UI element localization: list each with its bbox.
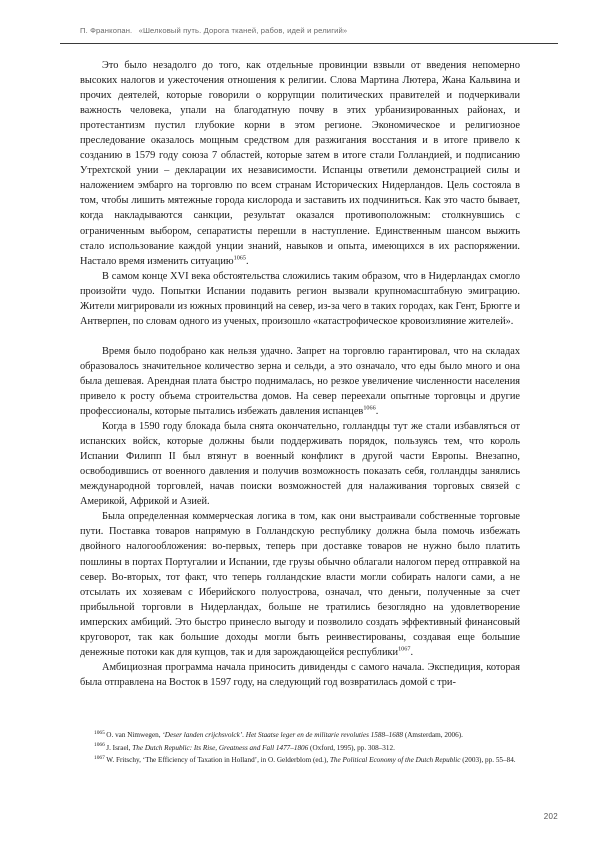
footnote-1066 [80, 743, 535, 754]
footnote-1065 [80, 730, 535, 741]
paragraph-1-tail: . [245, 255, 249, 267]
paragraph-5-text: Была определенная коммерческая логика в том, как они выстраивали собственные торговые пути. Поставка товаров напрямую в Голландскую республику должна была помочь избежать двойного налогообложения: во-первых, теперь при доставке товаров не нужно было платить пошлины в портах Португалии и Испании, где грузы обычно облагали налогом перед отправкой на север. Во-вторых, тот факт, что теперь голландские власти могли собирать налоги сами, а не отсылать их хозяевам с Иберийского полуострова, означал, что деньги, полученные за счет прибыльной торговли в Нидерландах, больше не тратились безоглядно на удовлетворение имперских амбиций. Это быстро принесло выгоду и позволило создать эффективный финансовый круговорот, так как большие доходы могли быть реинвестированы, создавая еще большие денежные потоки как для купцов, так и для зарождающейся республики [80, 511, 520, 658]
footnote-ref-1066[interactable]: 1066 [363, 404, 376, 412]
footnote-marker-1067: 1067 [94, 755, 105, 762]
paragraph-6 [80, 660, 520, 690]
footnote-1067-pre: W. Fritschy, ‘The Efficiency of Taxation in Holland’, in O. Gelderblom (ed.), [106, 756, 330, 765]
footnote-marker-1066: 1066 [94, 742, 105, 749]
footnote-1066-title: The Dutch Republic: Its Rise, Greatness and Fall 1477–1806 [132, 743, 309, 752]
footnote-ref-1065[interactable]: 1065 [233, 254, 246, 262]
footnote-1067-title: The Political Economy of the Dutch Republic [329, 756, 461, 765]
body-text-column [80, 58, 520, 690]
footnote-1067-post: (2003), pp. 55–84. [460, 756, 516, 765]
footnote-1067 [80, 755, 535, 766]
paragraph-4-text: Когда в 1590 году блокада была снята окончательно, голландцы тут же стали избавляться от испанских войск, которые должны были поддерживать порядок, пользуясь тем, что король Испании Филипп II был втянут в военный конфликт в другой части Европы. Внезапно, освободившись от военного давления и получив возможность показать себя, голландцы занялись международной торговлей, начав поиски возможностей для налаживания торговых связей с Америкой, Африкой и Азией. [80, 421, 520, 508]
header-divider [60, 43, 558, 44]
page-number: 202 [543, 812, 558, 821]
footnote-1066-pre: J. Israel, [106, 743, 133, 752]
footnote-1065-title: ‘Deser landen crijchsvolck’. Het Staatse leger en de militarie revoluties 1588–1688 [162, 731, 404, 739]
running-header [80, 26, 540, 35]
paragraph-1 [80, 58, 520, 269]
footnote-block [80, 730, 535, 768]
paragraph-2-text: В самом конце XVI века обстоятельства сложились таким образом, что в Нидерландах смогло произойти чудо. Попытки Испании подавить регион вызвали крупномасштабную эмиграцию. Жители мигрировали из южных провинций на север, из-за чего в таких городах, как Гент, Брюгге и Антверпен, по словам одного из ученых, произошло «катастрофическое кровоизлияние жителей». [80, 270, 520, 327]
footnote-marker-1065: 1065 [94, 729, 105, 736]
footnote-1065-pre: O. van Nimwegen, [106, 731, 163, 739]
paragraph-5 [80, 509, 520, 659]
running-header-author: П. Франкопан. [80, 26, 133, 35]
footnote-1066-post: (Oxford, 1995), pp. 308–312. [308, 743, 395, 752]
paragraph-6-text: Амбициозная программа начала приносить дивиденды с самого начала. Экспедиция, которая была отправлена на Восток в 1597 году, на следующий год возвратилась домой с три- [80, 661, 520, 688]
paragraph-4 [80, 419, 520, 509]
paragraph-1-text: Это было незадолго до того, как отдельные провинции взвыли от введения непомерно высоких налогов и ужесточения отношения к религии. Слова Мартина Лютера, Жана Кальвина и прочих деятелей, которые говорили о коррупции политических правителей и подчеркивали важность человека, упали на благодатную почву в этих урбанизированных районах, и протестантизм пустил глубокие корни в этом регионе. Экономическое и религиозное преследование оказалось мощным средством для разжигания восстания и в итоге привело к созданию в 1579 году союза 7 областей, которые затем в итоге стали Голландией, и подписанию Утрехтской унии – декларации их независимости. Испанцы ответили демонстрацией силы и наложением эмбарго на торговлю по всем странам Исторических Нидерландов. Цель состояла в том, чтобы лишить мятежные города кислорода и заставить их подчиниться. Как это часто бывает, когда накладываются санкции, результат оказался противоположным: столкнувшись с ограниченным выбором, сепаратисты перешли в наступление. Единственным шансом выжить стало использование каждой унции знаний, навыков и опыта, имеющихся в их распоряжении. Настало время изменить ситуацию [80, 60, 520, 267]
paragraph-3-text: Время было подобрано как нельзя удачно. Запрет на торговлю гарантировал, что на складах образовалось значительное количество зерна и сельди, а это означало, что еды было много и она была дешевая. Арендная плата быстро поднималась, но резкое увеличение численности населения привело к росту объема строительства домов. На север переехали опытные торговцы и другие профессионалы, которые пытались избежать давления испанцев [80, 345, 520, 418]
paragraph-5-tail: . [410, 646, 414, 658]
footnote-1065-post: (Amsterdam, 2006). [403, 731, 463, 739]
paragraph-3 [80, 344, 520, 419]
footnote-ref-1067[interactable]: 1067 [398, 645, 411, 653]
paragraph-3-tail: . [375, 406, 379, 418]
running-header-title: «Шелковый путь. Дорога тканей, рабов, идей и религий» [138, 26, 348, 35]
paragraph-2 [80, 269, 520, 329]
